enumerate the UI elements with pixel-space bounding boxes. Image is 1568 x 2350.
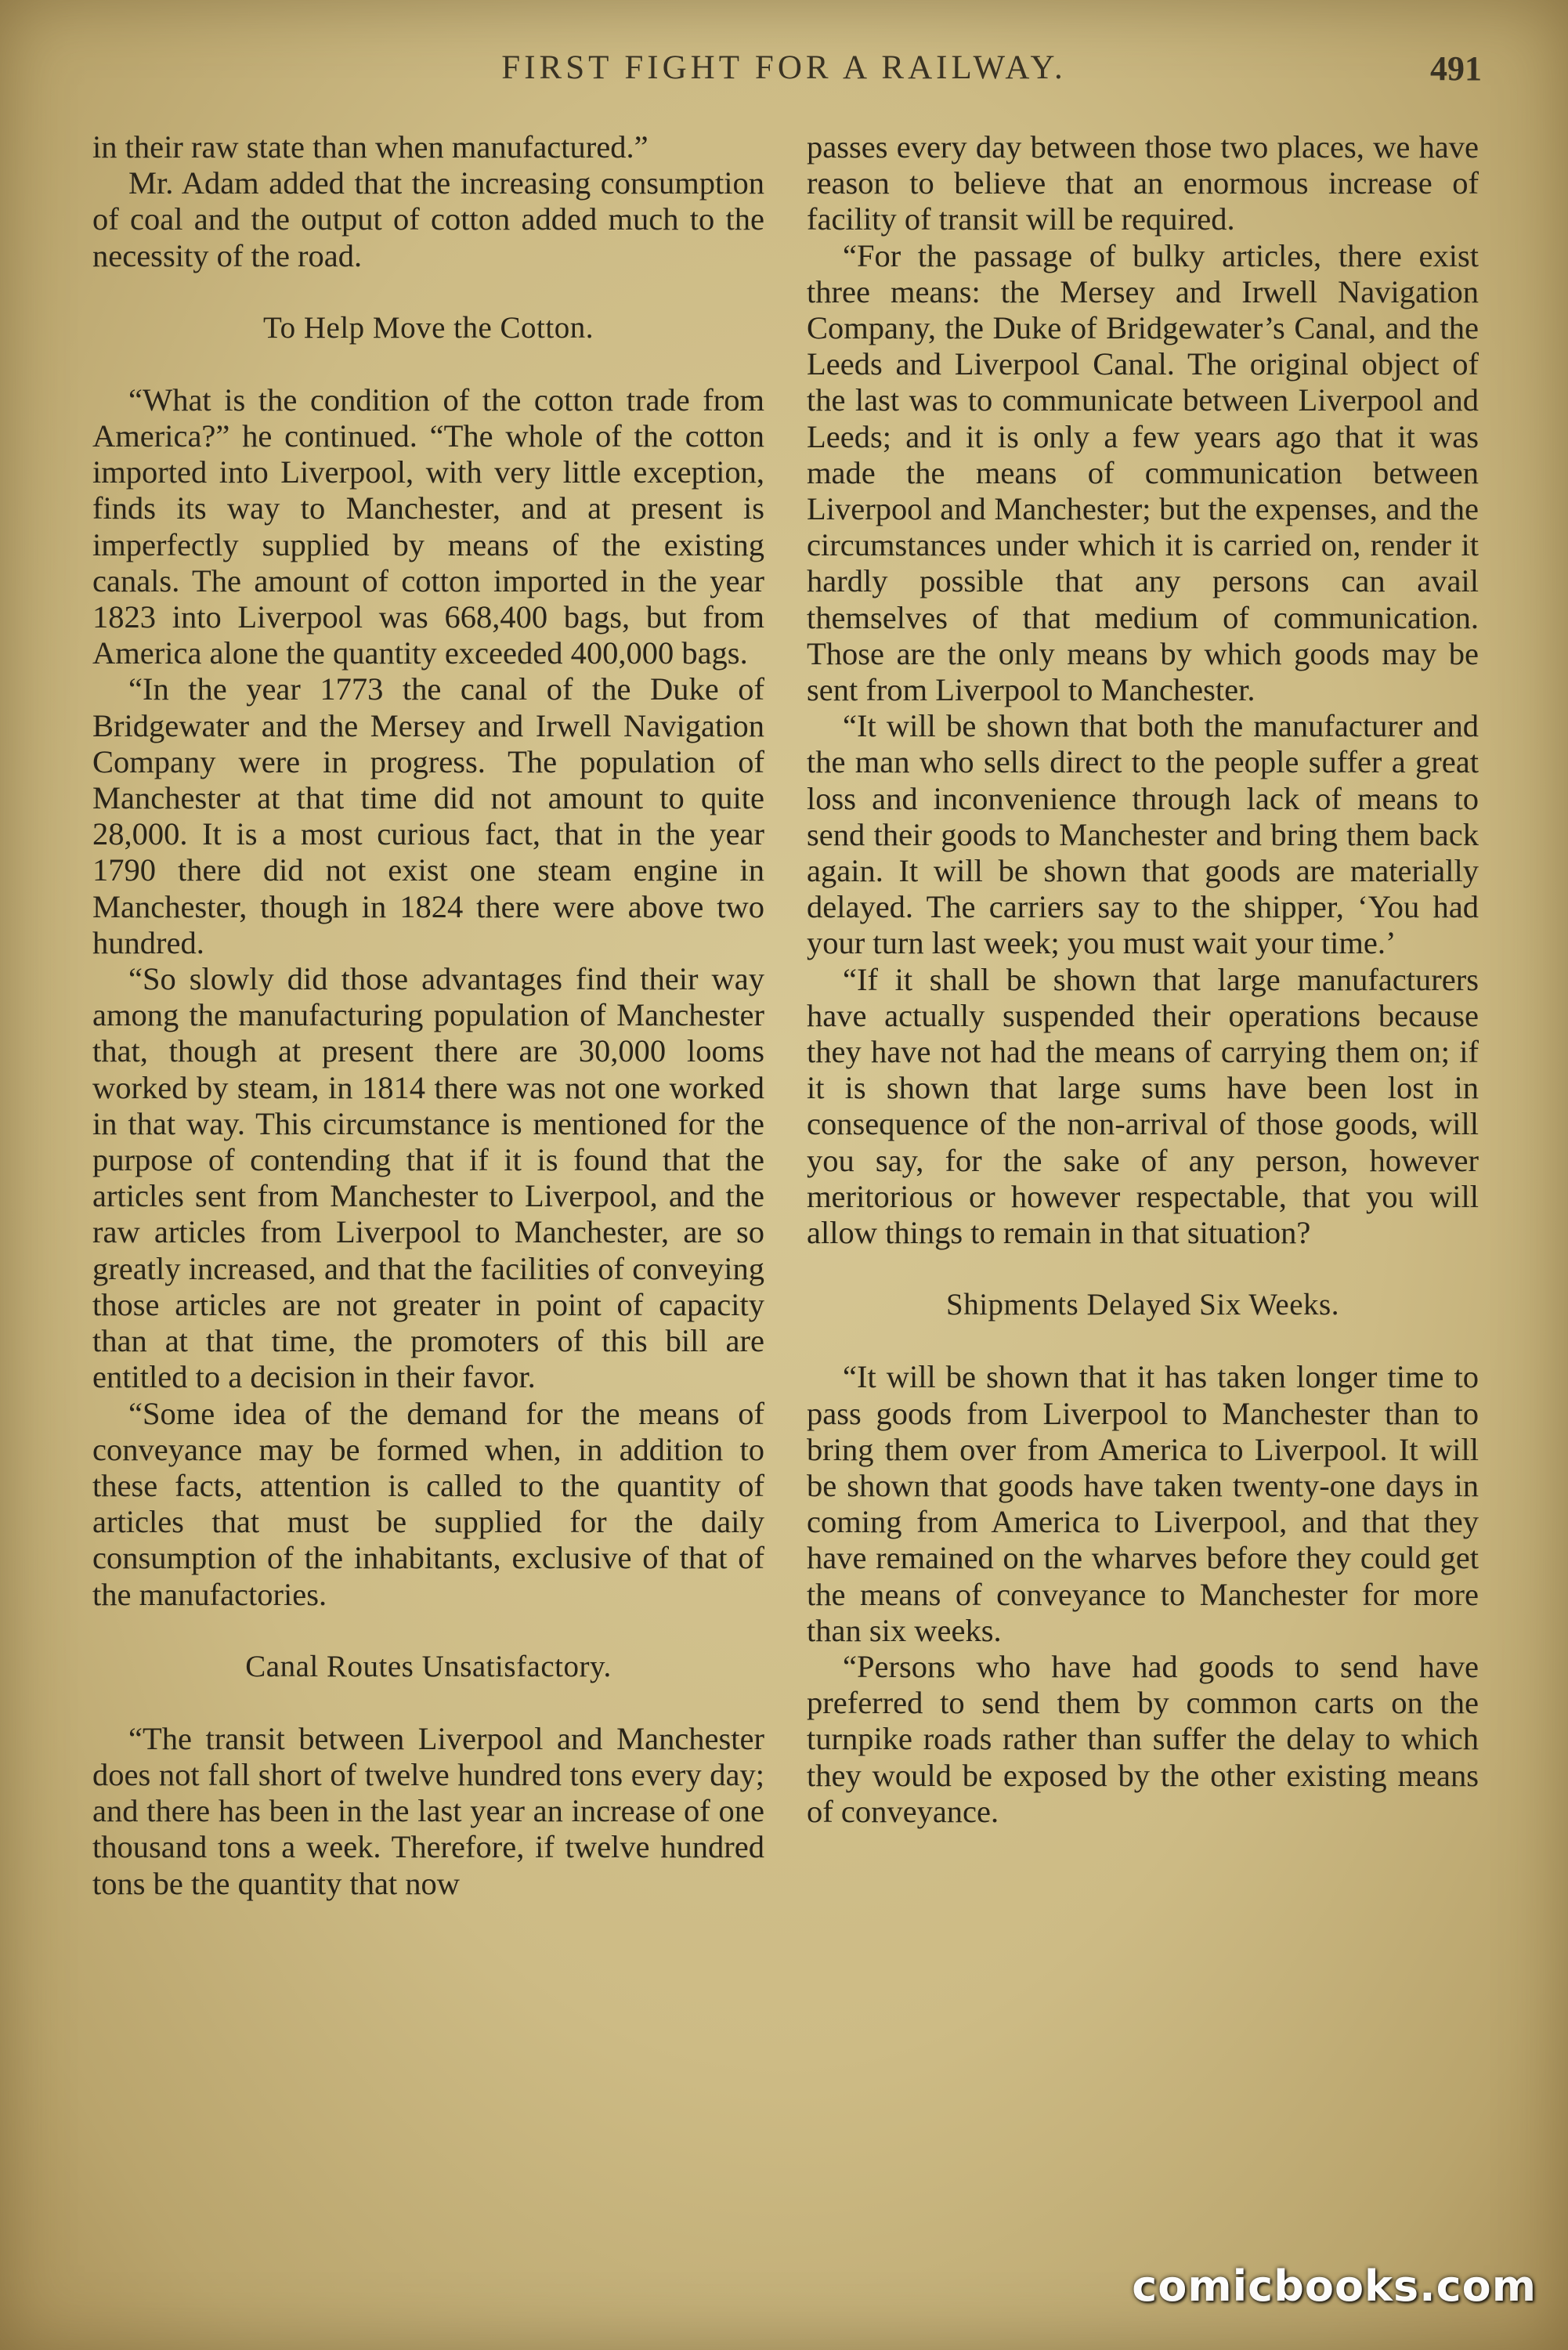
paragraph: “What is the condition of the cotton trade from America?” he continued. “The whole of the cotton imported into Liverpool, with very little exception, finds its way to Manchester, and at present is imperfectly supplied by means of the existing canals. The amount of cotton imported in the year 1823 into Liverpool was 668,400 bags, but from America alone the quantity exceeded 400,000 bags. bbox=[92, 381, 764, 671]
page-number: 491 bbox=[1430, 49, 1482, 88]
watermark: comicbooks.com bbox=[1132, 2261, 1537, 2311]
paragraph: “Persons who have had goods to send have preferred to send them by common carts on the turnpike roads rather than suffer the delay to which they would be exposed by the other existing means of conveyance. bbox=[807, 1648, 1479, 1829]
section-heading: Canal Routes Unsatisfactory. bbox=[245, 1649, 612, 1683]
paragraph: Mr. Adam added that the increasing consumption of coal and the output of cotton added much to the necessity of the road. bbox=[92, 165, 764, 273]
section-heading: To Help Move the Cotton. bbox=[263, 310, 594, 345]
paragraph: passes every day between those two places, we have reason to believe that an enormous increase of facility of transit will be required. bbox=[807, 129, 1479, 237]
right-column bbox=[807, 129, 1479, 1830]
running-title: FIRST FIGHT FOR A RAILWAY. bbox=[501, 49, 1067, 86]
paragraph: “If it shall be shown that large manufacturers have actually suspended their operations because they have not had the means of carrying them on; if it is shown that large sums have been lost in consequence of the non-arrival of those goods, will you say, for the sake of any person, however meritorious or however respectable, that you will allow things to remain in that situation? bbox=[807, 961, 1479, 1251]
paragraph: “It will be shown that both the manufacturer and the man who sells direct to the people suffer a great loss and inconvenience through lack of means to send their goods to Manchester and bring them back again. It will be shown that goods are materially delayed. The carriers say to the shipper, ‘You had your turn last week; you must wait your time.’ bbox=[807, 708, 1479, 961]
paragraph: “It will be shown that it has taken longer time to pass goods from Liverpool to Manchester than to bring them over from America to Liverpool. It will be shown that goods have taken twenty-one days in coming from America to Liverpool, and that they have remained on the wharves before they could get the means of conveyance to Manchester for more than six weeks. bbox=[807, 1359, 1479, 1648]
paragraph: “For the passage of bulky articles, there exist three means: the Mersey and Irwell Navigation Company, the Duke of Bridgewater’s Canal, and the Leeds and Liverpool Canal. The original object of the last was to communicate between Liverpool and Leeds; and it is only a few years ago that it was made the means of communication between Liverpool and Manchester; but the expenses, and the circumstances under which it is carried on, render it hardly possible that any persons can avail themselves of that medium of communication. Those are the only means by which goods may be sent from Liverpool to Manchester. bbox=[807, 237, 1479, 708]
paragraph: in their raw state than when manufactured.” bbox=[92, 129, 649, 164]
running-header bbox=[86, 49, 1482, 96]
section-heading: Shipments Delayed Six Weeks. bbox=[946, 1288, 1339, 1322]
paragraph: “In the year 1773 the canal of the Duke of Bridgewater and the Mersey and Irwell Navigation Company were in progress. The population of Manchester at that time did not amount to quite 28,000. It is a most curious fact, that in the year 1790 there did not exist one steam engine in Manchester, though in 1824 there were above two hundred. bbox=[92, 671, 764, 960]
paragraph: “Some idea of the demand for the means of conveyance may be formed when, in addition to these facts, attention is called to the quantity of articles that must be supplied for the daily consumption of the inhabitants, exclusive of that of the manufactories. bbox=[92, 1395, 764, 1612]
left-column bbox=[92, 129, 764, 1902]
paragraph: “The transit between Liverpool and Manchester does not fall short of twelve hundred tons every day; and there has been in the last year an increase of one thousand tons a week. Therefore, if twelve hundred tons be the quantity that now bbox=[92, 1720, 764, 1901]
paragraph: “So slowly did those advantages find their way among the manufacturing population of Manchester that, though at present there are 30,000 looms worked by steam, in 1814 there was not one worked in that way. This circumstance is mentioned for the purpose of contending that if it is found that the articles sent from Manchester to Liverpool, and the raw articles from Liverpool to Manchester, are so greatly increased, and that the facilities of conveying those articles are not greater in point of capacity than at that time, the promoters of this bill are entitled to a decision in their favor. bbox=[92, 961, 764, 1395]
